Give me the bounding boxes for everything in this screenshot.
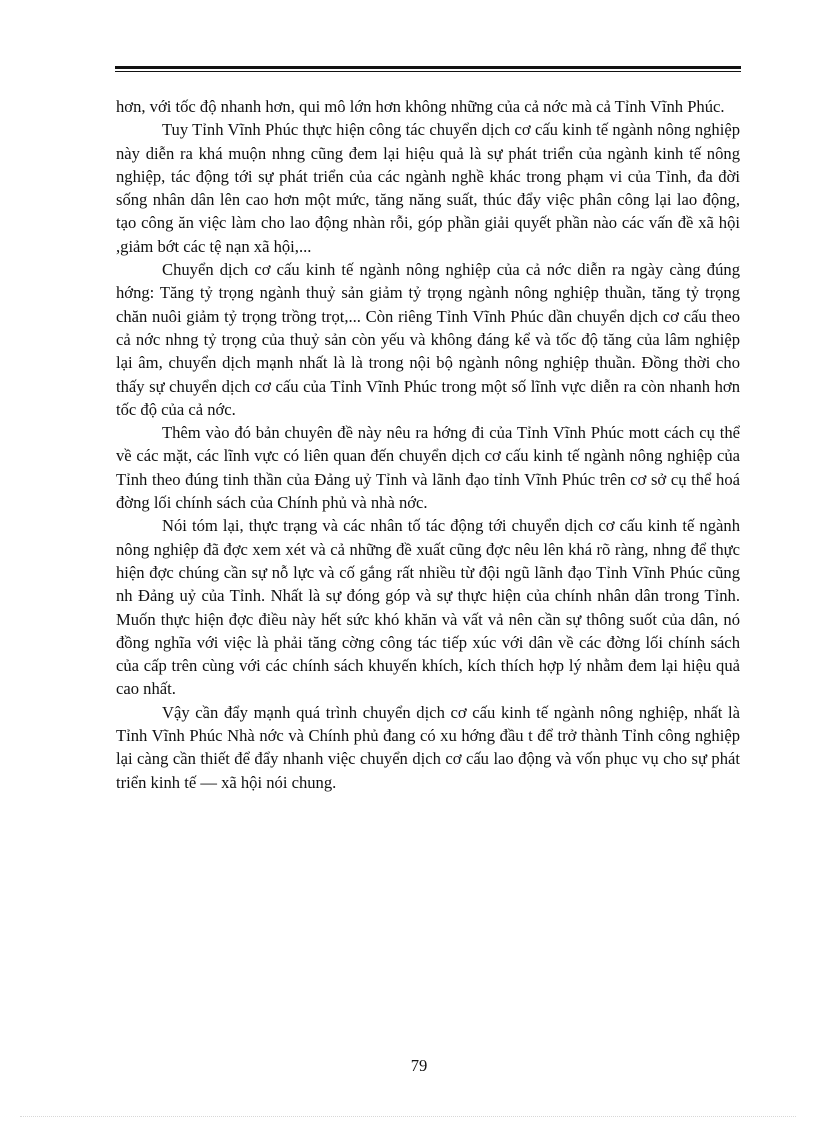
paragraph-national-shift: Chuyển dịch cơ cấu kinh tế ngành nông nghiệp của cả nớc diễn ra ngày càng đúng hớng: Tăng tỷ trọng ngành thuỷ sản giảm tỷ trọng ngành nông nghiệp thuần, tăng tỷ trọng chăn nuôi giảm tỷ trọng trồng trọt,... Còn riêng Tỉnh Vĩnh Phúc dần chuyển dịch cơ cấu theo cả nớc nhng tỷ trọng của thuỷ sản còn yếu và không đáng kể và tốc độ tăng của lâm nghiệp lại âm, chuyển dịch mạnh nhất là là trong nội bộ ngành nông nghiệp thuần. Đồng thời cho thấy sự chuyển dịch cơ cấu của Tỉnh Vĩnh Phúc trong một số lĩnh vực diễn ra còn nhanh hơn tốc độ của cả nớc.	[116, 260, 740, 419]
document-body	[116, 95, 740, 794]
page-number: 79	[410, 1056, 428, 1075]
paragraph-summary: Nói tóm lại, thực trạng và các nhân tố tác động tới chuyển dịch cơ cấu kinh tế ngành nông nghiệp đã đợc xem xét và cả những đề xuất cũng đợc nêu lên khá rõ ràng, nhng để thực hiện đợc chúng cần sự nỗ lực và cố gắng rất nhiều từ đội ngũ lãnh đạo Tỉnh Vĩnh Phúc cũng nh Đảng uỷ của Tỉnh. Nhất là sự đóng góp và sự thực hiện của chính nhân dân trong Tỉnh. Muốn thực hiện đợc điều này hết sức khó khăn và vất vả nên cần sự thông suốt của dân, nó đồng nghĩa với việc là phải tăng cờng công tác tiếp xúc với dân về các đờng lối chính sách của cấp trên cùng với các chính sách khuyến khích, kích thích hợp lý nhằm đem lại hiệu quả cao nhất.	[116, 516, 740, 699]
paragraph-vinh-phuc-restructuring: Tuy Tỉnh Vĩnh Phúc thực hiện công tác chuyển dịch cơ cấu kinh tế ngành nông nghiệp này diễn ra khá muộn nhng cũng đem lại hiệu quả là sự phát triển của ngành kinh tế nông nghiệp, tác động tới sự phát triển của các ngành nghề khác trong phạm vi của Tỉnh, đa đời sống nhân dân lên cao hơn một mức, tăng năng suất, thúc đẩy việc phân công lại lao động, tạo công ăn việc làm cho lao động nhàn rỗi, góp phần giải quyết phần nào các vấn đề xã hội ,giảm bớt các tệ nạn xã hội,...	[116, 120, 740, 256]
paragraph-report-direction: Thêm vào đó bản chuyên đề này nêu ra hớng đi của Tỉnh Vĩnh Phúc mott cách cụ thể về các mặt, các lĩnh vực có liên quan đến chuyển dịch cơ cấu kinh tế ngành nông nghiệp của Tỉnh theo đúng tinh thần của Đảng uỷ Tỉnh và lãnh đạo tỉnh Vĩnh Phúc trên cơ sở cụ thể hoá đờng lối chính sách của Chính phủ và nhà nớc.	[116, 423, 740, 513]
paragraph-continuation: hơn, với tốc độ nhanh hơn, qui mô lớn hơn không những của cả nớc mà cả Tỉnh Vĩnh Phúc.	[116, 97, 725, 116]
header-rule-thin	[115, 71, 741, 72]
footer-dotted-line	[20, 1116, 796, 1117]
paragraph-conclusion: Vậy cần đẩy mạnh quá trình chuyển dịch cơ cấu kinh tế ngành nông nghiệp, nhất là Tỉnh Vĩnh Phúc Nhà nớc và Chính phủ đang có xu hớng đầu t để trở thành Tỉnh công nghiệp lại càng cần thiết để đẩy nhanh việc chuyển dịch cơ cấu lao động và vốn phục vụ cho sự phát triển kinh tế — xã hội nói chung.	[116, 702, 740, 792]
header-rule-thick	[115, 66, 741, 69]
